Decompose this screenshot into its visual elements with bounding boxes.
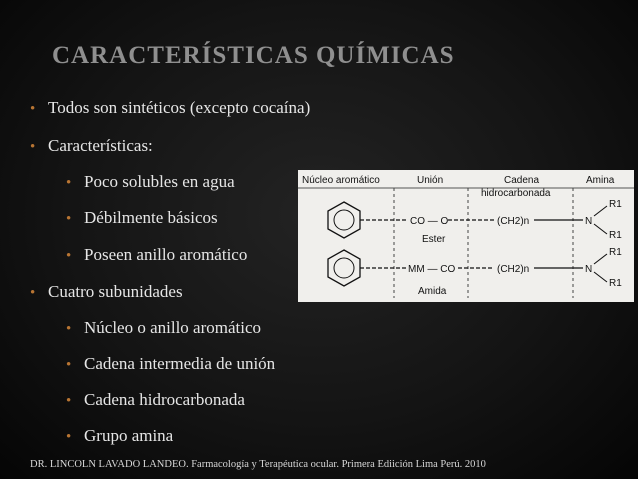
bullet-dot-icon: • (30, 101, 36, 117)
bullet-text: Cadena hidrocarbonada (84, 390, 245, 409)
r1-substituent: R1 (609, 230, 622, 241)
bullet-text: Todos son sintéticos (excepto cocaína) (48, 98, 311, 117)
bullet-item (30, 282, 183, 302)
aromatic-circle-icon (334, 210, 354, 230)
bullet-dot-icon: • (66, 321, 72, 337)
bond-line (594, 272, 607, 282)
bullet-item (30, 136, 153, 156)
chemical-structure-figure (298, 170, 634, 302)
header-amine: Amina (586, 175, 615, 186)
bullet-dot-icon: • (66, 357, 72, 373)
slide-title: CARACTERÍSTICAS QUÍMICAS (52, 42, 455, 69)
bond-line (594, 206, 607, 216)
r1-substituent: R1 (609, 247, 622, 258)
bullet-dot-icon: • (66, 248, 72, 264)
amide-label: Amida (418, 286, 447, 297)
bullet-text: Cadena intermedia de unión (84, 354, 276, 373)
bullet-text: Núcleo o anillo aromático (84, 318, 262, 337)
amide-row (328, 247, 622, 297)
bullet-text: Cuatro subunidades (48, 282, 183, 301)
sub-bullet-item (66, 245, 247, 265)
sub-bullet-item (66, 390, 245, 410)
bullet-text: Débilmente básicos (84, 208, 218, 227)
r1-substituent: R1 (609, 199, 622, 210)
bullet-dot-icon: • (30, 139, 36, 155)
chain-group: (CH2)n (497, 216, 530, 227)
bullet-dot-icon: • (66, 211, 72, 227)
sub-bullet-item (66, 426, 173, 446)
aromatic-circle-icon (334, 258, 354, 278)
sub-bullet-item (66, 172, 235, 192)
nitrogen-atom: N (585, 264, 593, 275)
sub-bullet-item (66, 208, 218, 228)
bullet-text: Grupo amina (84, 426, 174, 445)
bullet-dot-icon: • (66, 429, 72, 445)
header-nucleus: Núcleo aromático (302, 175, 380, 186)
ester-row (328, 199, 622, 245)
r1-substituent: R1 (609, 278, 622, 289)
nitrogen-atom: N (585, 216, 593, 227)
bond-line (594, 224, 607, 234)
bullet-text: Poco solubles en agua (84, 172, 235, 191)
union-group: CO — O (410, 216, 449, 227)
sub-bullet-item (66, 354, 275, 374)
header-chain-line1: Cadena (504, 175, 540, 186)
sub-bullet-item (66, 318, 261, 338)
header-chain-line2: hidrocarbonada (481, 188, 551, 199)
bullet-text: Poseen anillo aromático (84, 245, 248, 264)
ester-label: Ester (422, 234, 446, 245)
structure-diagram (298, 170, 634, 302)
union-group: MM — CO (408, 264, 456, 275)
bullet-dot-icon: • (66, 175, 72, 191)
header-union: Unión (417, 175, 444, 186)
bullet-dot-icon: • (66, 393, 72, 409)
bullet-text: Características: (48, 136, 153, 155)
bullet-dot-icon: • (30, 285, 36, 301)
bullet-item (30, 98, 310, 118)
footer-citation: DR. LINCOLN LAVADO LANDEO. Farmacología y Terapéutica ocular. Primera Ediición Lima Perú. 2010 (30, 459, 486, 470)
benzene-ring-icon (328, 250, 360, 286)
benzene-ring-icon (328, 202, 360, 238)
bond-line (594, 254, 607, 264)
chain-group: (CH2)n (497, 264, 530, 275)
